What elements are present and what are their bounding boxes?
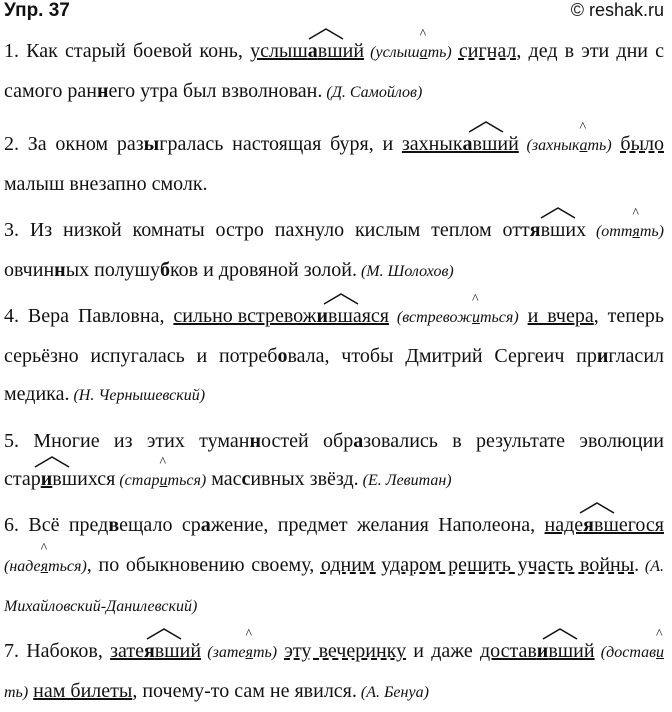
text: зовались в результате эволюции — [363, 430, 665, 452]
vowel: а — [307, 40, 318, 62]
caret-icon: ^ — [159, 455, 167, 470]
verb-in-parens — [4, 541, 87, 575]
author: (Д. Самойлов) — [322, 84, 423, 101]
underlined-phrase: нам билеты — [33, 680, 133, 702]
text: ть) — [4, 684, 29, 701]
text — [519, 305, 528, 327]
text: я — [632, 223, 640, 240]
verb-in-parens — [586, 206, 664, 240]
highlight: н — [96, 80, 109, 102]
text: ещало ср — [119, 514, 201, 536]
caret-icon: ^ — [656, 627, 663, 642]
suffix-arc-icon — [34, 456, 70, 468]
vowel: и — [536, 640, 549, 662]
caret-icon: ^ — [632, 206, 639, 221]
text: (услыш — [364, 44, 420, 61]
text: и даже — [406, 640, 480, 662]
vowel: и — [40, 468, 53, 490]
vowel — [40, 541, 49, 586]
text: ться) — [479, 309, 519, 326]
vowel — [245, 627, 253, 672]
caret-icon: ^ — [419, 27, 427, 42]
text: ться) — [48, 558, 87, 575]
participle — [173, 297, 389, 335]
suffix-arc-icon — [323, 293, 359, 305]
site-watermark: © reshak.ru — [570, 0, 664, 20]
highlight: н — [249, 430, 262, 452]
suffix: вший — [472, 133, 519, 155]
stem: услыш — [250, 40, 308, 62]
text: (зате — [201, 644, 246, 661]
vowel: а — [462, 133, 473, 155]
underlined-word: сигнал — [458, 40, 517, 62]
participle — [545, 506, 664, 544]
stem: зате — [110, 640, 144, 662]
text: вала, чтобы Дмитрий Сергеич пр — [287, 345, 597, 367]
suffix-arc-icon — [308, 28, 344, 40]
vowel — [656, 627, 665, 672]
text: и — [656, 644, 665, 661]
text: ть) — [252, 644, 278, 661]
text: , по обыкновению своему, — [86, 554, 321, 576]
highlight: а — [353, 430, 364, 452]
participle — [110, 632, 201, 670]
sentence-2 — [4, 120, 664, 203]
page-header — [4, 0, 668, 26]
text: гралась настоящая буря, и — [159, 133, 402, 155]
suffix-arc-icon — [468, 121, 504, 133]
suffix: вшаяся — [328, 305, 389, 327]
vowel: я — [529, 219, 541, 241]
text — [452, 40, 459, 62]
text: ых полушу — [65, 259, 160, 281]
text: и — [471, 309, 480, 326]
text: (встревож — [389, 309, 472, 326]
vowel: я — [143, 640, 155, 662]
stem: достав — [479, 640, 537, 662]
highlight: о — [277, 345, 288, 367]
text: я — [245, 644, 253, 661]
participle — [530, 211, 586, 249]
text: , почему-то сам не явился. — [132, 680, 357, 702]
underlined-phrase: эту вечеринку — [284, 640, 407, 662]
sentence-5 — [4, 422, 664, 500]
underlined-word: было — [620, 133, 664, 155]
author: (А. Бенуа) — [356, 684, 429, 701]
text: (отт — [586, 223, 633, 240]
text: (стар — [115, 472, 160, 489]
text: ть) — [639, 223, 664, 240]
suffix-arc-icon — [542, 628, 578, 640]
text: 6. Всё пред — [4, 514, 109, 536]
suffix: вших — [540, 219, 587, 241]
text: малыш внезапно смолк. — [4, 173, 208, 195]
verb-in-parens — [364, 27, 452, 61]
participle — [4, 460, 115, 498]
highlight: а — [200, 514, 211, 536]
highlight: и — [596, 345, 609, 367]
text: 3. Из низкой комнаты остро пахнуло кислым теплом отт — [4, 219, 530, 241]
sentence-1 — [4, 27, 664, 112]
text: (достав — [594, 644, 657, 661]
highlight: с — [241, 468, 251, 490]
underlined-phrase: одним ударом решить участь войны — [320, 554, 635, 576]
text: овчин — [4, 259, 55, 281]
sentence-3 — [4, 206, 664, 291]
participle — [250, 32, 364, 70]
text: 5. Многие из этих туман — [4, 430, 250, 452]
participle — [402, 125, 519, 163]
text: его утра был взволнован. — [108, 80, 323, 102]
text: остей обр — [261, 430, 354, 452]
suffix-arc-icon — [540, 207, 576, 219]
text: 2. За окном раз — [4, 133, 144, 155]
highlight: в — [108, 514, 120, 536]
sentence-4 — [4, 292, 664, 415]
exercise-title: Упр. 37 — [4, 0, 70, 21]
highlight: ы — [143, 133, 160, 155]
caret-icon: ^ — [579, 120, 587, 135]
stem: захнык — [401, 133, 463, 155]
vowel — [159, 455, 168, 500]
highlight: б — [159, 259, 170, 281]
text: жение, предмет желания Наполеона, — [210, 514, 545, 536]
suffix: вшегося — [594, 514, 664, 536]
text: (наде — [4, 558, 41, 575]
verb-in-parens — [201, 627, 278, 661]
text: а — [419, 44, 428, 61]
text: 4. Вера Павловна, — [4, 305, 174, 327]
caret-icon: ^ — [245, 627, 253, 642]
caret-icon: ^ — [40, 541, 48, 556]
sentence-6 — [4, 506, 664, 626]
sentence-7 — [4, 627, 665, 712]
vowel — [471, 292, 480, 337]
verb-in-parens — [389, 292, 519, 326]
vowel — [419, 27, 428, 72]
text: , теперь серьёзно испугалась и потреб — [4, 305, 664, 367]
highlight: н — [54, 259, 66, 281]
suffix: вший — [154, 640, 202, 662]
verb-in-parens — [115, 455, 207, 489]
text: (захнык — [518, 137, 580, 154]
verb-in-parens — [518, 120, 612, 154]
suffix-arc-icon — [579, 502, 615, 514]
suffix: вшихся — [52, 468, 116, 490]
vowel: я — [583, 514, 594, 536]
text: а — [579, 137, 588, 154]
suffix-arc-icon — [146, 628, 182, 640]
stem: наде — [544, 514, 584, 536]
stem: стар — [4, 468, 41, 490]
stem: сильно встревож — [173, 305, 317, 327]
text: 1. Как старый боевой конь, — [4, 40, 251, 62]
vowel — [579, 120, 588, 165]
underlined-word: и вчера — [527, 305, 594, 327]
text: ков и дровяной золой. — [169, 259, 357, 281]
vowel — [632, 206, 640, 251]
author: (Е. Левитан) — [358, 472, 452, 489]
text: и — [159, 472, 168, 489]
suffix: вший — [548, 640, 595, 662]
text: . — [634, 554, 640, 576]
text: ивных звёзд. — [250, 468, 359, 490]
text: , дед в эти дни с самого ран — [4, 40, 664, 102]
text: ть) — [427, 44, 452, 61]
text: гласил медика. — [4, 345, 664, 405]
text: 7. Набоков, — [4, 640, 111, 662]
suffix: вший — [317, 40, 365, 62]
text: я — [40, 558, 49, 575]
author: (А. Михайловский-Данилевский) — [4, 558, 664, 615]
author: (М. Шолохов) — [356, 263, 454, 280]
text: мас — [206, 468, 242, 490]
vowel: и — [316, 305, 328, 327]
participle — [480, 632, 595, 670]
caret-icon: ^ — [471, 292, 479, 307]
author: (Н. Чернышевский) — [69, 387, 206, 404]
text: ть) — [587, 137, 612, 154]
text: ться) — [167, 472, 207, 489]
